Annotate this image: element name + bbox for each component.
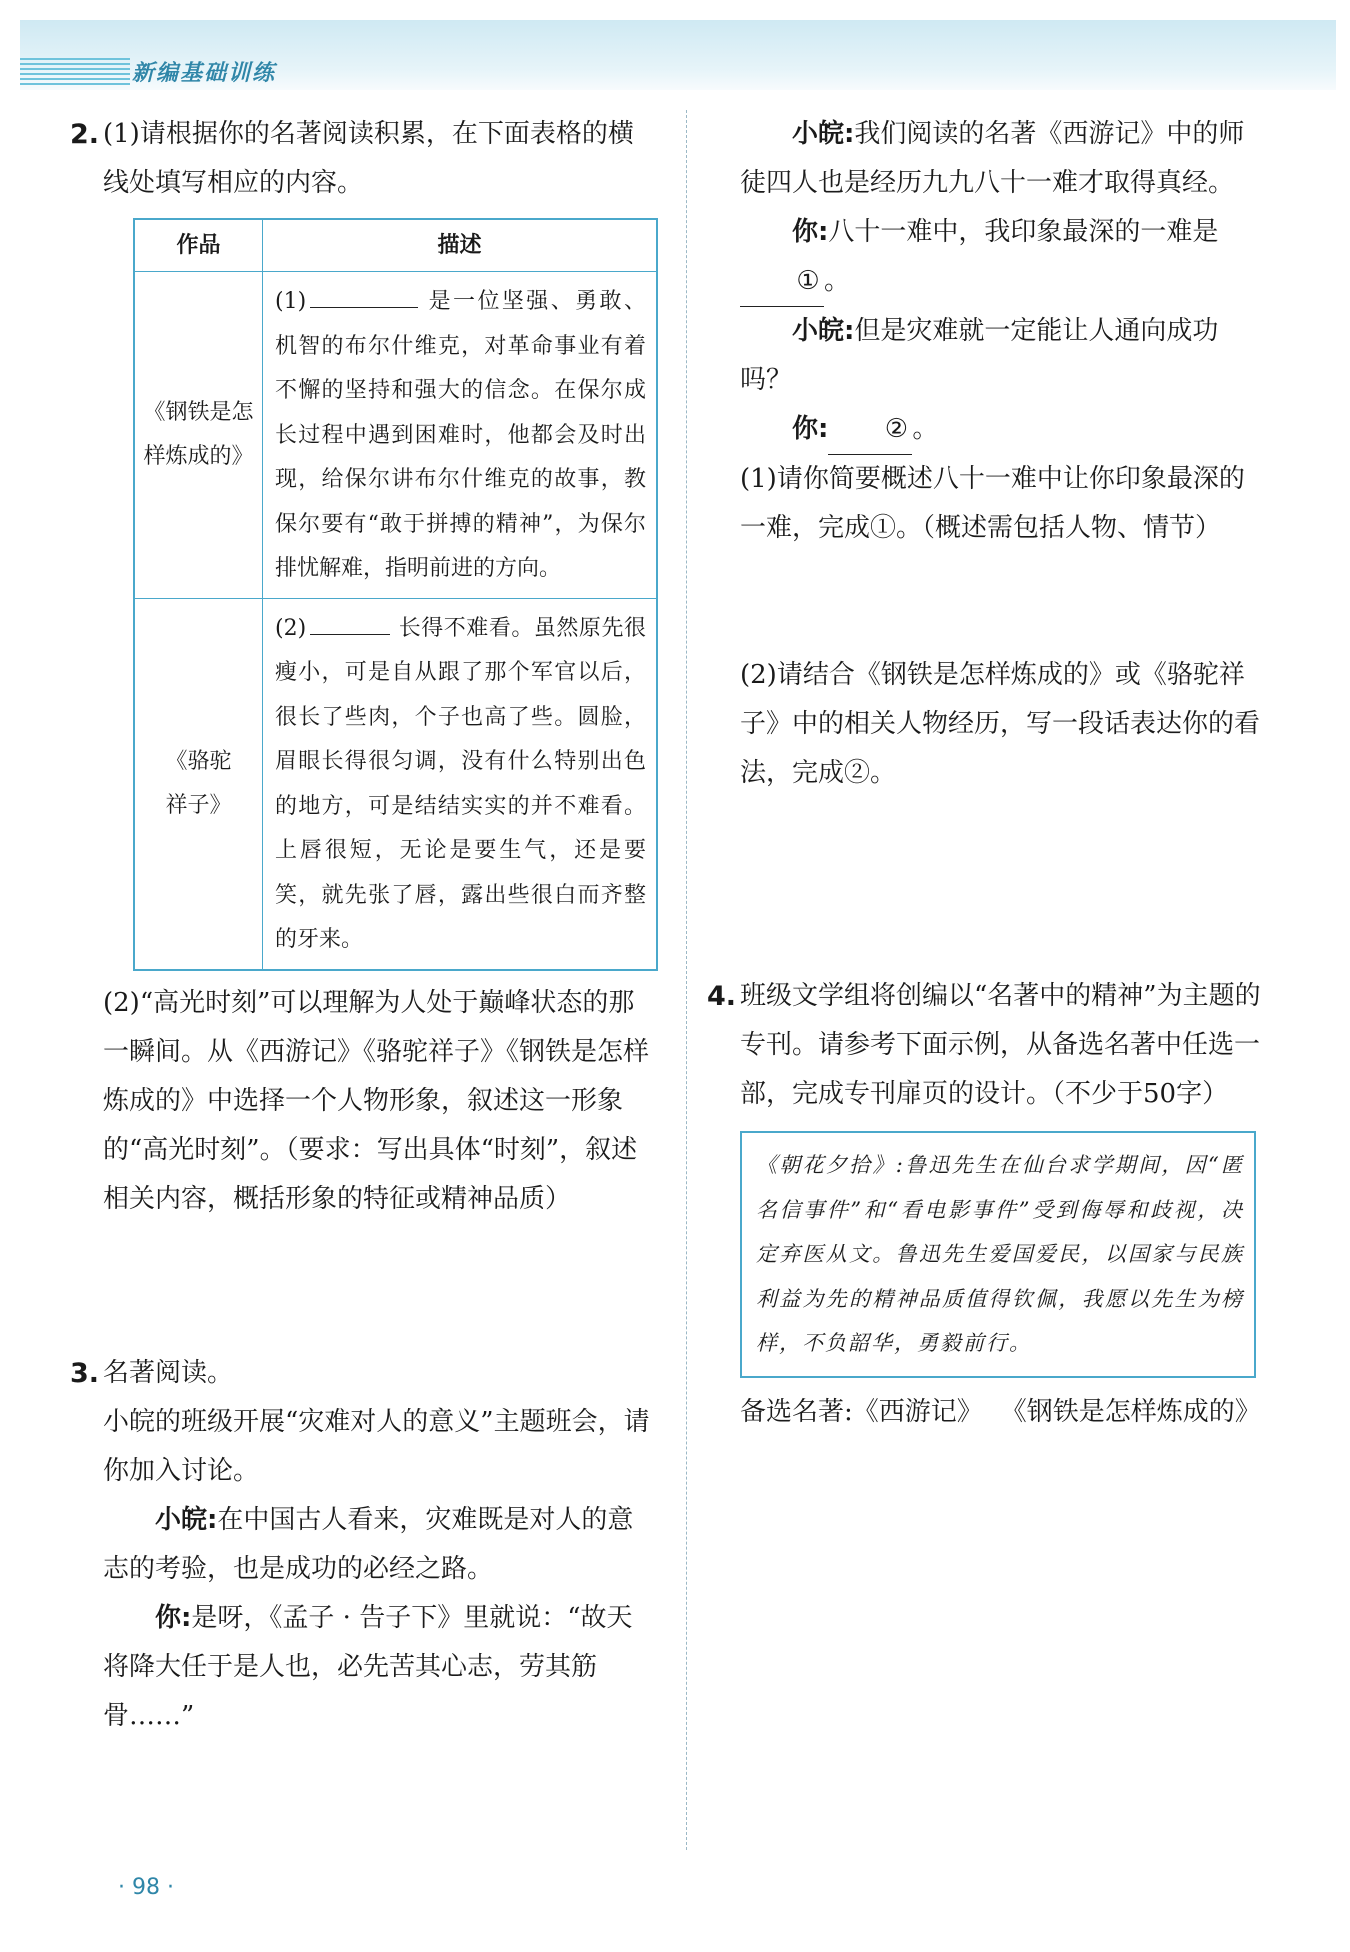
answer-space-q3-2[interactable] [740, 798, 1270, 972]
speaker-label: 小皖: [792, 119, 855, 149]
dialogue-line [103, 1594, 658, 1741]
left-column [70, 110, 658, 1741]
fill-blank[interactable] [310, 610, 390, 635]
dialogue-text: 八十一难中，我印象最深的一难是 [828, 217, 1219, 247]
table-cell-work [134, 598, 263, 970]
question-2-number: 2. [70, 119, 100, 150]
dialogue-line [740, 307, 1270, 405]
dialogue-text: 是呀，《孟子 · 告子下》里就说：“故天将降大任于是人也，必先苦其心志，劳其筋骨……” [103, 1602, 633, 1731]
dialogue-line [740, 405, 1270, 455]
q3-sub2: (2)请结合《钢铁是怎样炼成的》或《骆驼祥子》中的相关人物经历，写一段话表达你的看法，完成②。 [740, 660, 1261, 788]
header-title: 新编基础训练 [132, 61, 277, 86]
table-header-work: 作品 [134, 219, 263, 272]
question-4-number: 4. [707, 981, 737, 1012]
dialogue-line [740, 208, 1270, 307]
q3-title: 名著阅读。 [103, 1357, 234, 1388]
options-line [740, 1388, 1270, 1437]
fill-blank[interactable] [310, 283, 418, 308]
question-2 [70, 110, 658, 1224]
example-box: 《朝花夕拾》:鲁迅先生在仙台求学期间，因“匿名信事件”和“看电影事件”受到侮辱和歧视，决定弃医从文。鲁迅先生爱国爱民，以国家与民族利益为先的精神品质值得钦佩，我愿以先生为榜样，不负韶华，勇毅前行。 [740, 1131, 1256, 1378]
speaker-label: 小皖: [155, 1504, 218, 1535]
question-3-number: 3. [70, 1357, 100, 1389]
option-item: 《西游记》 [852, 1396, 983, 1427]
blank-number: (1) [275, 289, 307, 314]
page-number: · 98 · [118, 1875, 174, 1900]
dialogue-line [740, 110, 1270, 208]
dialogue-text: 在中国古人看来，灾难既是对人的意志的考验，也是成功的必经之路。 [103, 1504, 634, 1584]
work-title-line: 《骆驼 [165, 748, 232, 774]
table-cell-desc [263, 598, 658, 970]
work-title-line: 《钢铁是怎 [143, 399, 254, 425]
q4-prompt: 班级文学组将创编以“名著中的精神”为主题的专刊。请参考下面示例，从备选名著中任选一部，完成专刊扉页的设计。（不少于50字） [740, 981, 1261, 1109]
table-row [134, 272, 657, 599]
answer-space-q2[interactable] [103, 1224, 658, 1349]
table-cell-work [134, 272, 263, 599]
dialogue-text: 。 [912, 414, 939, 444]
speaker-label: 你: [792, 217, 829, 247]
dialogue-text: 我们阅读的名著《西游记》中的师徒四人也是经历九九八十一难才取得真经。 [740, 119, 1245, 198]
desc-text: 是一位坚强、勇敢、机智的布尔什维克，对革命事业有着不懈的坚持和强大的信念。在保尔成长过程中遇到困难时，他都会及时出现，给保尔讲布尔什维克的故事，教保尔要有“敢于拼搏的精神”，为保尔排忧解难，指明前进的方向。 [275, 289, 646, 581]
speaker-label: 小皖: [792, 316, 855, 346]
q2-part1-prompt: (1)请根据你的名著阅读积累，在下面表格的横线处填写相应的内容。 [103, 119, 634, 198]
right-column [707, 110, 1270, 1437]
options-label: 备选名著: [740, 1396, 853, 1427]
work-title-line: 祥子》 [165, 792, 232, 818]
work-title-line: 样炼成的》 [143, 443, 254, 469]
table-cell-desc [263, 272, 658, 599]
header-stripes [20, 58, 130, 88]
question-3 [70, 1349, 658, 1741]
option-item: 《钢铁是怎样炼成的》 [1000, 1396, 1261, 1427]
q3-intro: 小皖的班级开展“灾难对人的意义”主题班会，请你加入讨论。 [103, 1406, 650, 1486]
speaker-label: 你: [792, 414, 829, 444]
q2-part2-prompt: (2)“高光时刻”可以理解为人处于巅峰状态的那一瞬间。从《西游记》《骆驼祥子》《钢铁是怎样炼成的》中选择一个人物形象，叙述这一形象的“高光时刻”。（要求：写出具体“时刻”，叙述相关内容，概括形象的特征或精神品质） [103, 987, 650, 1214]
works-table [133, 218, 658, 971]
table-row [134, 598, 657, 970]
dialogue-line [103, 1496, 658, 1594]
question-4 [707, 972, 1270, 1437]
column-divider [686, 110, 687, 1850]
answer-space-q3-1[interactable] [740, 553, 1270, 651]
dialogue-text: 但是灾难就一定能让人通向成功吗？ [740, 316, 1219, 395]
answer-blank-2[interactable]: ② [828, 405, 912, 455]
answer-blank-1[interactable]: ① [740, 257, 824, 307]
speaker-label: 你: [155, 1602, 192, 1633]
table-header-desc: 描述 [263, 219, 658, 272]
dialogue-text: 。 [824, 266, 851, 296]
q3-sub1: (1)请你简要概述八十一难中让你印象最深的一难，完成①。（概述需包括人物、情节） [740, 464, 1245, 543]
blank-number: (2) [275, 615, 307, 641]
desc-text: 长得不难看。虽然原先很瘦小，可是自从跟了那个军官以后，很长了些肉，个子也高了些。圆脸，眉眼长得很匀调，没有什么特别出色的地方，可是结结实实的并不难看。上唇很短，无论是要生气，还是要笑，就先张了唇，露出些很白而齐整的牙来。 [275, 615, 646, 952]
table-header-row [134, 219, 657, 272]
